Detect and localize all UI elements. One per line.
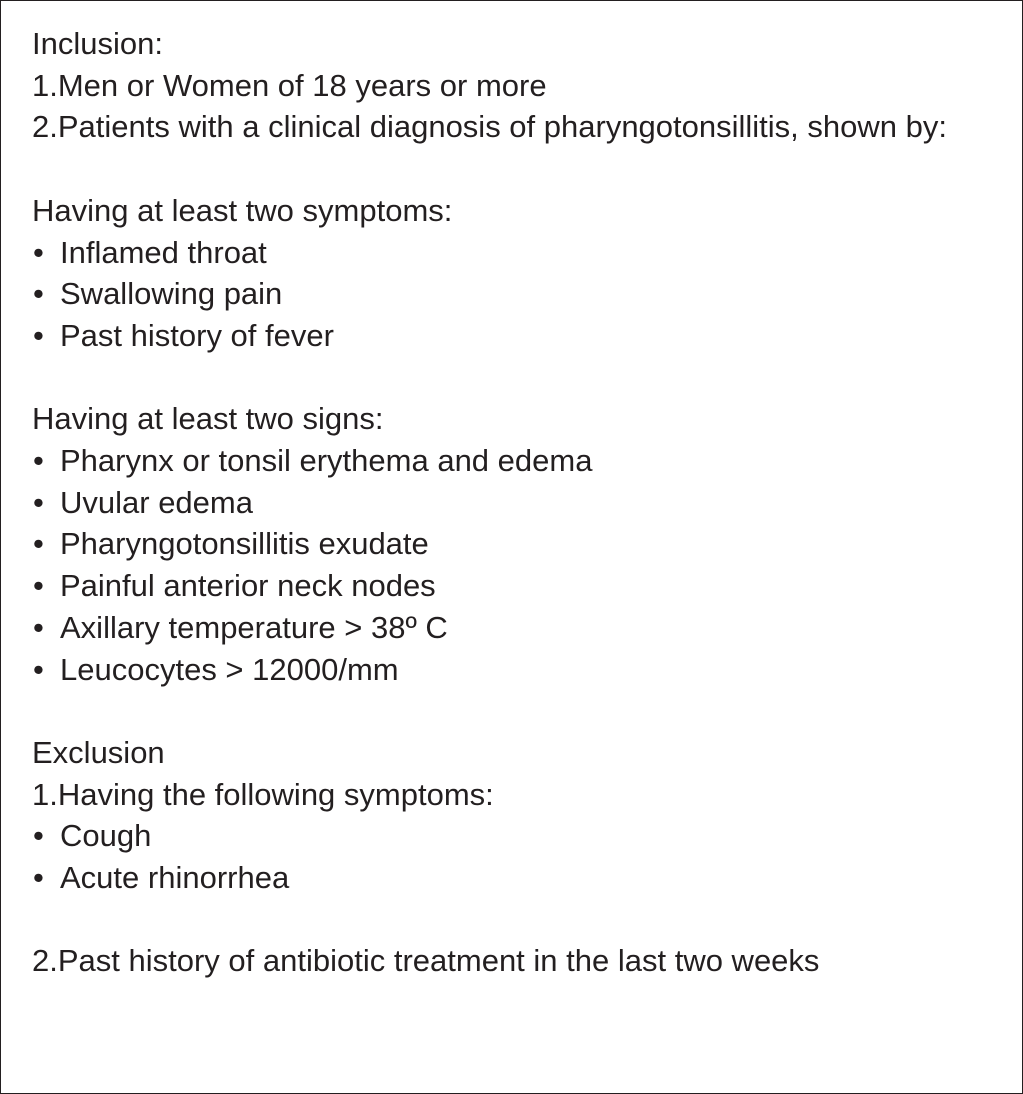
spacer [32,148,992,190]
signs-heading: Having at least two signs: [32,401,384,437]
spacer [32,899,992,941]
sign-item: Axillary temperature > 38º C [60,609,448,645]
bullet-icon: • [33,568,44,604]
inclusion-item-1: 1.Men or Women of 18 years or more [32,67,547,103]
sign-item: Painful anterior neck nodes [60,568,436,604]
list-item [32,440,992,482]
exclusion-symptom-item: Acute rhinorrhea [60,860,290,896]
bullet-icon: • [33,609,44,645]
list-item [32,523,992,565]
list-item [32,649,992,691]
sign-item: Pharyngotonsillitis exudate [60,526,429,562]
exclusion-heading: Exclusion [32,734,165,770]
bullet-icon: • [33,484,44,520]
bullet-icon: • [33,443,44,478]
list-item [32,315,992,357]
spacer [32,357,992,399]
sign-item: Pharynx or tonsil erythema and edema [60,443,593,478]
bullet-icon: • [33,860,44,896]
list-item [32,857,992,899]
bullet-icon: • [33,317,44,353]
list-item [32,273,992,315]
symptoms-heading: Having at least two symptoms: [32,192,453,228]
bullet-icon: • [33,651,44,687]
list-item [32,815,992,857]
list-item [32,565,992,607]
list-item [32,607,992,649]
symptom-item: Past history of fever [60,317,334,353]
inclusion-item-2: 2.Patients with a clinical diagnosis of pharyngotonsillitis, shown by: [32,109,947,145]
exclusion-item-2: 2.Past history of antibiotic treatment in the last two weeks [32,943,820,979]
list-item [32,482,992,524]
criteria-text [32,23,992,982]
sign-item: Uvular edema [60,484,253,520]
exclusion-symptom-item: Cough [60,818,152,854]
inclusion-heading: Inclusion: [32,26,163,61]
list-item [32,232,992,274]
bullet-icon: • [33,276,44,312]
sign-item: Leucocytes > 12000/mm [60,651,399,687]
bullet-icon: • [33,818,44,854]
exclusion-item-1: 1.Having the following symptoms: [32,776,494,812]
symptom-item: Swallowing pain [60,276,283,312]
symptom-item: Inflamed throat [60,234,267,270]
bullet-icon: • [33,234,44,270]
spacer [32,690,992,732]
bullet-icon: • [33,526,44,562]
